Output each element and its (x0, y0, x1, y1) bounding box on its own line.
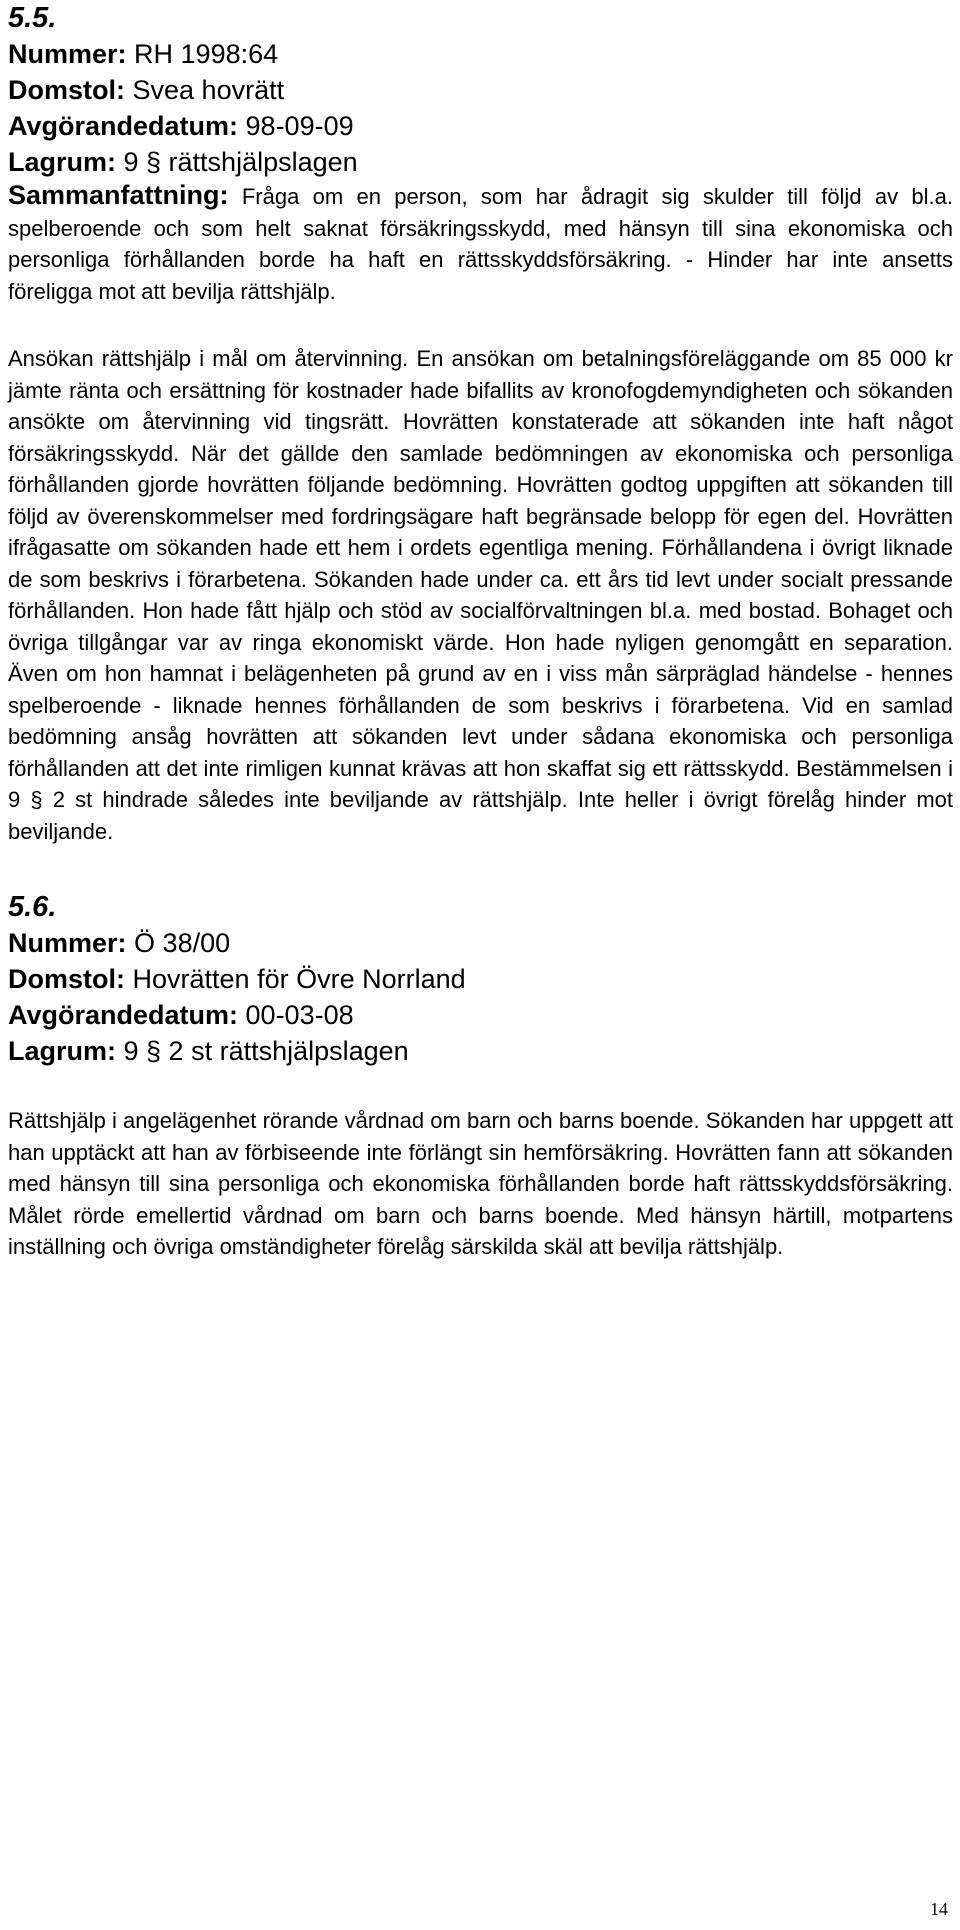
nummer-label: Nummer: (8, 928, 127, 958)
document-page (8, 0, 953, 1263)
datum-value: 98-09-09 (245, 111, 354, 141)
section-5-6 (8, 889, 953, 1263)
lagrum-value: 9 § 2 st rättshjälpslagen (123, 1036, 409, 1066)
domstol-label: Domstol: (8, 75, 125, 105)
summary (8, 180, 953, 307)
domstol-label: Domstol: (8, 964, 125, 994)
domstol-value: Svea hovrätt (132, 75, 285, 105)
nummer-line (8, 925, 953, 961)
page-number: 14 (930, 1899, 948, 1919)
section-body: Ansökan rättshjälp i mål om återvinning. En ansökan om betalningsföreläggande om 85 000 kr jämte ränta och ersättning för kostnader hade bifallits av kronofogdemyndigheten och sökanden ansökte om återvinning vid tingsrätt. Hovrätten konstaterade att sökanden inte haft något försäkringsskydd. När det gällde den samlade bedömningen av ekonomiska och personliga förhållanden gjorde hovrätten följande bedömning. Hovrätten godtog uppgiften att sökanden till följd av överenskommelser med fordringsägare haft begränsade belopp för egen del. Hovrätten ifrågasatte om sökanden hade ett hem i ordets egentliga mening. Förhållandena i övrigt liknade de som beskrivs i förarbetena. Sökanden hade under ca. ett års tid levt under socialt pressande förhållanden. Hon hade fått hjälp och stöd av socialförvaltningen bl.a. med bostad. Bohaget och övriga tillgångar var av ringa ekonomiskt värde. Hon hade nyligen genomgått en separation. Även om hon hamnat i belägenheten på grund av en i viss mån särpräglad händelse - hennes spelberoende - liknade hennes förhållanden de som beskrivs i förarbetena. Vid en samlad bedömning ansåg hovrätten att sökanden levt under sådana ekonomiska och personliga förhållanden att det inte rimligen kunnat krävas att hon skaffat sig ett rättsskydd. Bestämmelsen i 9 § 2 st hindrade således inte beviljande av rättshjälp. Inte heller i övrigt förelåg hinder mot beviljande. (8, 346, 953, 844)
nummer-line (8, 36, 953, 72)
spacer (8, 1069, 953, 1105)
summary-text: Fråga om en person, som har ådragit sig skulder till följd av bl.a. spelberoende och som helt saknat försäkringsskydd, med hänsyn till sina ekonomiska och personliga förhållanden borde ha haft en rättsskyddsförsäkring. - Hinder har inte ansetts föreligga mot att bevilja rättshjälp. (8, 184, 953, 304)
nummer-value: RH 1998:64 (134, 39, 279, 69)
datum-label: Avgörandedatum: (8, 111, 239, 141)
section-number: 5.6. (8, 891, 57, 923)
spacer (8, 307, 953, 343)
domstol-line (8, 72, 953, 108)
summary-label: Sammanfattning: (8, 180, 229, 210)
spacer (8, 847, 953, 889)
domstol-value: Hovrätten för Övre Norrland (132, 964, 466, 994)
lagrum-line (8, 144, 953, 180)
lagrum-label: Lagrum: (8, 147, 116, 177)
domstol-line (8, 961, 953, 997)
lagrum-line (8, 1033, 953, 1069)
nummer-label: Nummer: (8, 39, 127, 69)
datum-line (8, 997, 953, 1033)
section-5-5 (8, 0, 953, 847)
nummer-value: Ö 38/00 (134, 928, 231, 958)
section-number: 5.5. (8, 2, 57, 34)
datum-value: 00-03-08 (245, 1000, 354, 1030)
section-body: Rättshjälp i angelägenhet rörande vårdnad om barn och barns boende. Sökanden har uppgett att han upptäckt att han av förbiseende inte förlängt sin hemförsäkring. Hovrätten fann att sökanden med hänsyn till sina personliga och ekonomiska förhållanden borde haft rättsskyddsförsäkring. Målet rörde emellertid vårdnad om barn och barns boende. Med hänsyn härtill, motpartens inställning och övriga omständigheter förelåg särskilda skäl att bevilja rättshjälp. (8, 1108, 953, 1259)
datum-line (8, 108, 953, 144)
datum-label: Avgörandedatum: (8, 1000, 239, 1030)
lagrum-value: 9 § rättshjälpslagen (123, 147, 358, 177)
lagrum-label: Lagrum: (8, 1036, 116, 1066)
